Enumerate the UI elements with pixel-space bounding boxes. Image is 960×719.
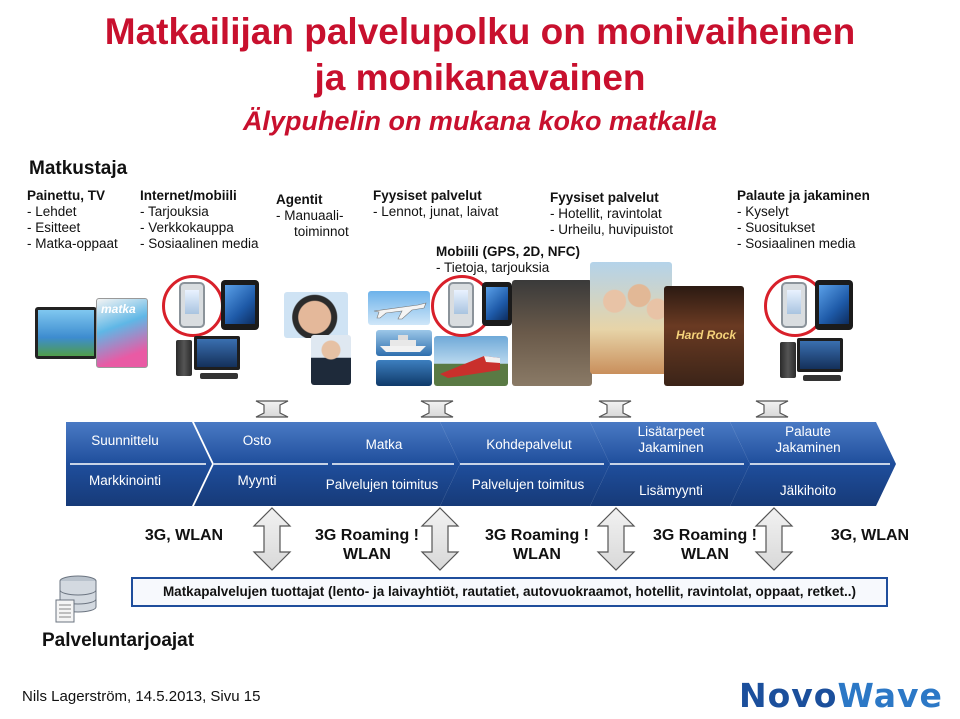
smartphone-icon <box>781 282 807 328</box>
process-label-top: Lisätarpeet Jakaminen <box>637 424 705 455</box>
channel-heading: Fyysiset palvelut <box>550 190 659 205</box>
train-image <box>434 336 508 386</box>
providers-heading: Palveluntarjoajat <box>42 630 195 651</box>
channel-feedback <box>737 188 870 252</box>
channel-heading: Painettu, TV <box>27 188 106 203</box>
process-label-bottom: Palvelujen toimitus <box>471 477 585 492</box>
friends-photo <box>590 262 672 374</box>
channel-line: toiminnot <box>294 224 349 239</box>
tv-image <box>35 307 97 359</box>
network-label <box>474 526 600 564</box>
keyboard-icon <box>200 373 238 379</box>
connector-arrow-icon <box>254 399 290 419</box>
process-step-destination <box>440 422 610 506</box>
tablet-icon <box>221 280 259 330</box>
desktop-computer-icon <box>194 336 240 370</box>
channel-internet-mobile <box>140 188 259 252</box>
channel-heading: Internet/mobiili <box>140 188 237 203</box>
process-label-top: Osto <box>242 433 272 448</box>
network-line1: 3G Roaming ! <box>652 527 757 544</box>
channel-agents <box>276 192 349 240</box>
desktop-computer-icon <box>797 338 843 372</box>
process-label-bottom: Myynti <box>237 473 277 488</box>
channel-line: - Kyselyt <box>737 204 789 219</box>
airplane-image <box>368 291 430 325</box>
channel-line: - Tietoja, tarjouksia <box>436 260 550 275</box>
channel-heading: Fyysiset palvelut <box>373 188 482 203</box>
cruise-ship-image <box>376 360 432 386</box>
hotel-room-photo <box>512 280 592 386</box>
channel-heading: Agentit <box>276 192 323 207</box>
channel-line: - Esitteet <box>27 220 81 235</box>
channel-heading: Palaute ja jakaminen <box>737 188 870 203</box>
process-label-bottom: Lisämyynti <box>639 483 703 498</box>
restaurant-photo: Hard Rock <box>664 286 744 386</box>
process-label-top: Palaute Jakaminen <box>775 424 841 455</box>
process-label-top: Matka <box>365 437 403 452</box>
channel-line: - Sosiaalinen media <box>140 236 259 251</box>
connector-arrow-icon <box>419 399 455 419</box>
channel-line: - Tarjouksia <box>140 204 209 219</box>
agent-photo <box>284 292 348 338</box>
network-line2: WLAN <box>513 546 561 563</box>
channel-line: - Manuaali- <box>276 208 344 223</box>
computer-tower-icon <box>780 342 796 378</box>
process-label-bottom: Markkinointi <box>88 473 162 488</box>
novowave-logo <box>739 676 955 716</box>
network-label <box>820 526 920 545</box>
database-icon <box>54 574 102 624</box>
logo-part: Wave <box>837 676 943 715</box>
process-step-travel <box>312 422 460 506</box>
network-line2: WLAN <box>681 546 729 563</box>
smartphone-icon <box>179 282 205 328</box>
connector-arrow-icon <box>597 399 633 419</box>
process-label-top: Kohdepalvelut <box>486 437 572 452</box>
process-label-top: Suunnittelu <box>91 433 159 448</box>
computer-tower-icon <box>176 340 192 376</box>
channel-line: - Urheilu, huvipuistot <box>550 222 674 237</box>
channel-line: - Suositukset <box>737 220 816 235</box>
ship-image <box>376 330 432 356</box>
keyboard-icon <box>803 375 841 381</box>
traveller-heading: Matkustaja <box>29 158 128 179</box>
logo-part: Novo <box>739 676 838 715</box>
network-label <box>642 526 768 564</box>
providers-box: Matkapalvelujen tuottajat (lento- ja laivayhtiöt, rautatiet, autovuokraamot, hotellit, ravintolat, oppaat, retket..) <box>131 577 888 607</box>
channel-physical-transport <box>373 188 498 220</box>
channel-line: - Hotellit, ravintolat <box>550 206 662 221</box>
channel-print-tv <box>27 188 118 252</box>
channel-line: - Sosiaalinen media <box>737 236 856 251</box>
network-label <box>304 526 430 564</box>
slide-title-line2: ja monikanavainen <box>314 57 646 98</box>
magazine-image: matka <box>96 298 148 368</box>
channel-mobile-gps <box>436 244 580 276</box>
channel-physical-destination <box>550 190 673 238</box>
process-label-bottom: Jälkihoito <box>779 483 837 498</box>
network-line1: 3G, WLAN <box>830 527 910 544</box>
network-line2: WLAN <box>343 546 391 563</box>
connector-arrow-icon <box>754 399 790 419</box>
slide-title-line1: Matkailijan palvelupolku on monivaiheinen <box>104 11 856 52</box>
network-line1: 3G, WLAN <box>144 527 224 544</box>
process-label-bottom: Palvelujen toimitus <box>325 477 439 492</box>
channel-line: - Lennot, junat, laivat <box>373 204 499 219</box>
tablet-icon <box>815 280 853 330</box>
agent-photo <box>311 335 351 385</box>
footer-text: Nils Lagerström, 14.5.2013, Sivu 15 <box>22 688 261 705</box>
slide-subtitle: Älypuhelin on mukana koko matkalla <box>242 106 718 136</box>
smartphone-icon <box>448 282 474 328</box>
network-line1: 3G Roaming ! <box>314 527 419 544</box>
tablet-icon <box>482 282 512 326</box>
channel-heading: Mobiili (GPS, 2D, NFC) <box>436 244 580 259</box>
network-label <box>134 526 234 545</box>
double-arrow-icon <box>252 506 292 572</box>
network-line1: 3G Roaming ! <box>484 527 589 544</box>
double-arrow-icon <box>596 506 636 572</box>
channel-line: - Verkkokauppa <box>140 220 234 235</box>
channel-line: - Lehdet <box>27 204 77 219</box>
channel-line: - Matka-oppaat <box>27 236 118 251</box>
